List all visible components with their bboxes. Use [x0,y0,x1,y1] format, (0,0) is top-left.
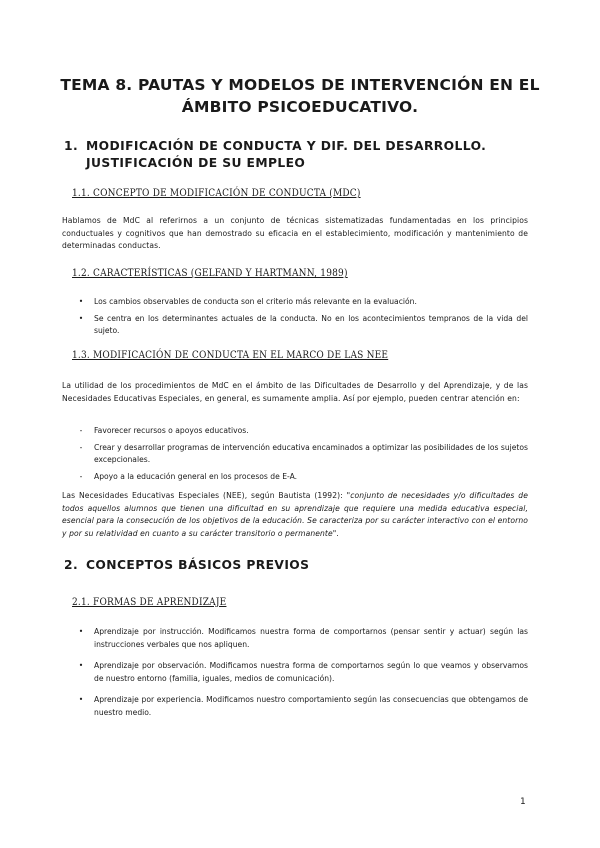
section-1-heading [64,138,534,172]
section-1-number: 1. [64,139,79,153]
list-item-text: Aprendizaje por observación. Modificamos nuestra forma de comportarnos según lo que veamos y observamos de nuestro entorno (familia, iguales, medios de comunicación). [94,661,528,683]
list-item [74,313,528,338]
nee-focus-list [74,425,528,483]
subsection-1-3-paragraph: La utilidad de los procedimientos de MdC en el ámbito de las Dificultades de Desarrollo y del Aprendizaje, y de las Necesidades Educativas Especiales, en general, es sumamente amplia. Así por ejemplo, pueden centrar atención en: [62,381,528,403]
list-item [74,626,528,651]
bullet-icon: • [78,695,84,704]
characteristics-list [74,296,528,338]
dash-icon: - [79,426,83,435]
nee-definition-quote: conjunto de necesidades y/o dificultades de todos aquellos alumnos que tienen una dificultad en su aprendizaje que requiere una medida educativa especial, esencial para la consecución de los objetivos de la educación. Se caracteriza por su carácter interactivo con el entorno y por su relatividad en cuanto a su carácter transitorio o permanente [62,491,528,538]
subsection-1-2-heading: 1.2. CARACTERÍSTICAS (GELFAND Y HARTMANN, 1989) [72,268,348,279]
bullet-icon: • [78,313,84,323]
page-number: 1 [520,797,526,807]
subsection-2-1-heading: 2.1. FORMAS DE APRENDIZAJE [72,597,227,608]
list-item [74,425,528,438]
section-2-number: 2. [64,558,79,572]
section-2-title: CONCEPTOS BÁSICOS PREVIOS [86,558,310,572]
nee-definition-intro: Las Necesidades Educativas Especiales (NEE), según Bautista (1992): " [62,491,351,500]
list-item-text: Favorecer recursos o apoyos educativos. [94,426,249,435]
subsection-1-3-heading: 1.3. MODIFICACIÓN DE CONDUCTA EN EL MARCO DE LAS NEE [72,350,389,361]
bullet-icon: • [78,627,84,636]
list-item-text: Los cambios observables de conducta son el criterio más relevante en la evaluación. [94,297,417,306]
list-item-text: Crear y desarrollar programas de intervención educativa encaminados a optimizar las posibilidades de los sujetos excepcionales. [94,442,528,464]
list-item-text: Aprendizaje por instrucción. Modificamos nuestra forma de comportarnos (pensar sentir y actuar) según las instrucciones verbales que nos apliquen. [94,627,528,649]
list-item-text: Aprendizaje por experiencia. Modificamos nuestro comportamiento según las consecuencias que obtengamos de nuestro medio. [94,695,528,717]
list-item-text: Apoyo a la educación general en los procesos de E-A. [94,471,298,481]
subsection-1-1-heading: 1.1. CONCEPTO DE MODIFICACIÓN DE CONDUCTA (MDC) [72,188,361,199]
nee-definition-paragraph [62,490,528,540]
dash-icon: - [79,442,83,452]
list-item-text: Se centra en los determinantes actuales de la conducta. No en los acontecimientos tempranos de la vida del sujeto. [94,313,528,335]
bullet-icon: • [78,661,84,670]
list-item [74,660,528,685]
section-2-heading [64,557,534,574]
list-item [74,471,528,484]
list-item [74,442,528,467]
document-title: TEMA 8. PAUTAS Y MODELOS DE INTERVENCIÓN EN EL ÁMBITO PSICOEDUCATIVO. [60,76,540,116]
bullet-icon: • [78,297,84,306]
nee-definition-close: ". [332,528,339,538]
dash-icon: - [79,471,83,481]
section-1-title: MODIFICACIÓN DE CONDUCTA Y DIF. DEL DESARROLLO. JUSTIFICACIÓN DE SU EMPLEO [86,139,487,170]
subsection-1-1-paragraph: Hablamos de MdC al referirnos a un conjunto de técnicas sistematizadas fundamentadas en los principios conductuales y cognitivos que han demostrado su eficacia en el establecimiento, modificación y mantenimiento de determinadas conductas. [62,216,528,250]
list-item [74,296,528,309]
list-item [74,694,528,719]
learning-forms-list [74,626,528,719]
